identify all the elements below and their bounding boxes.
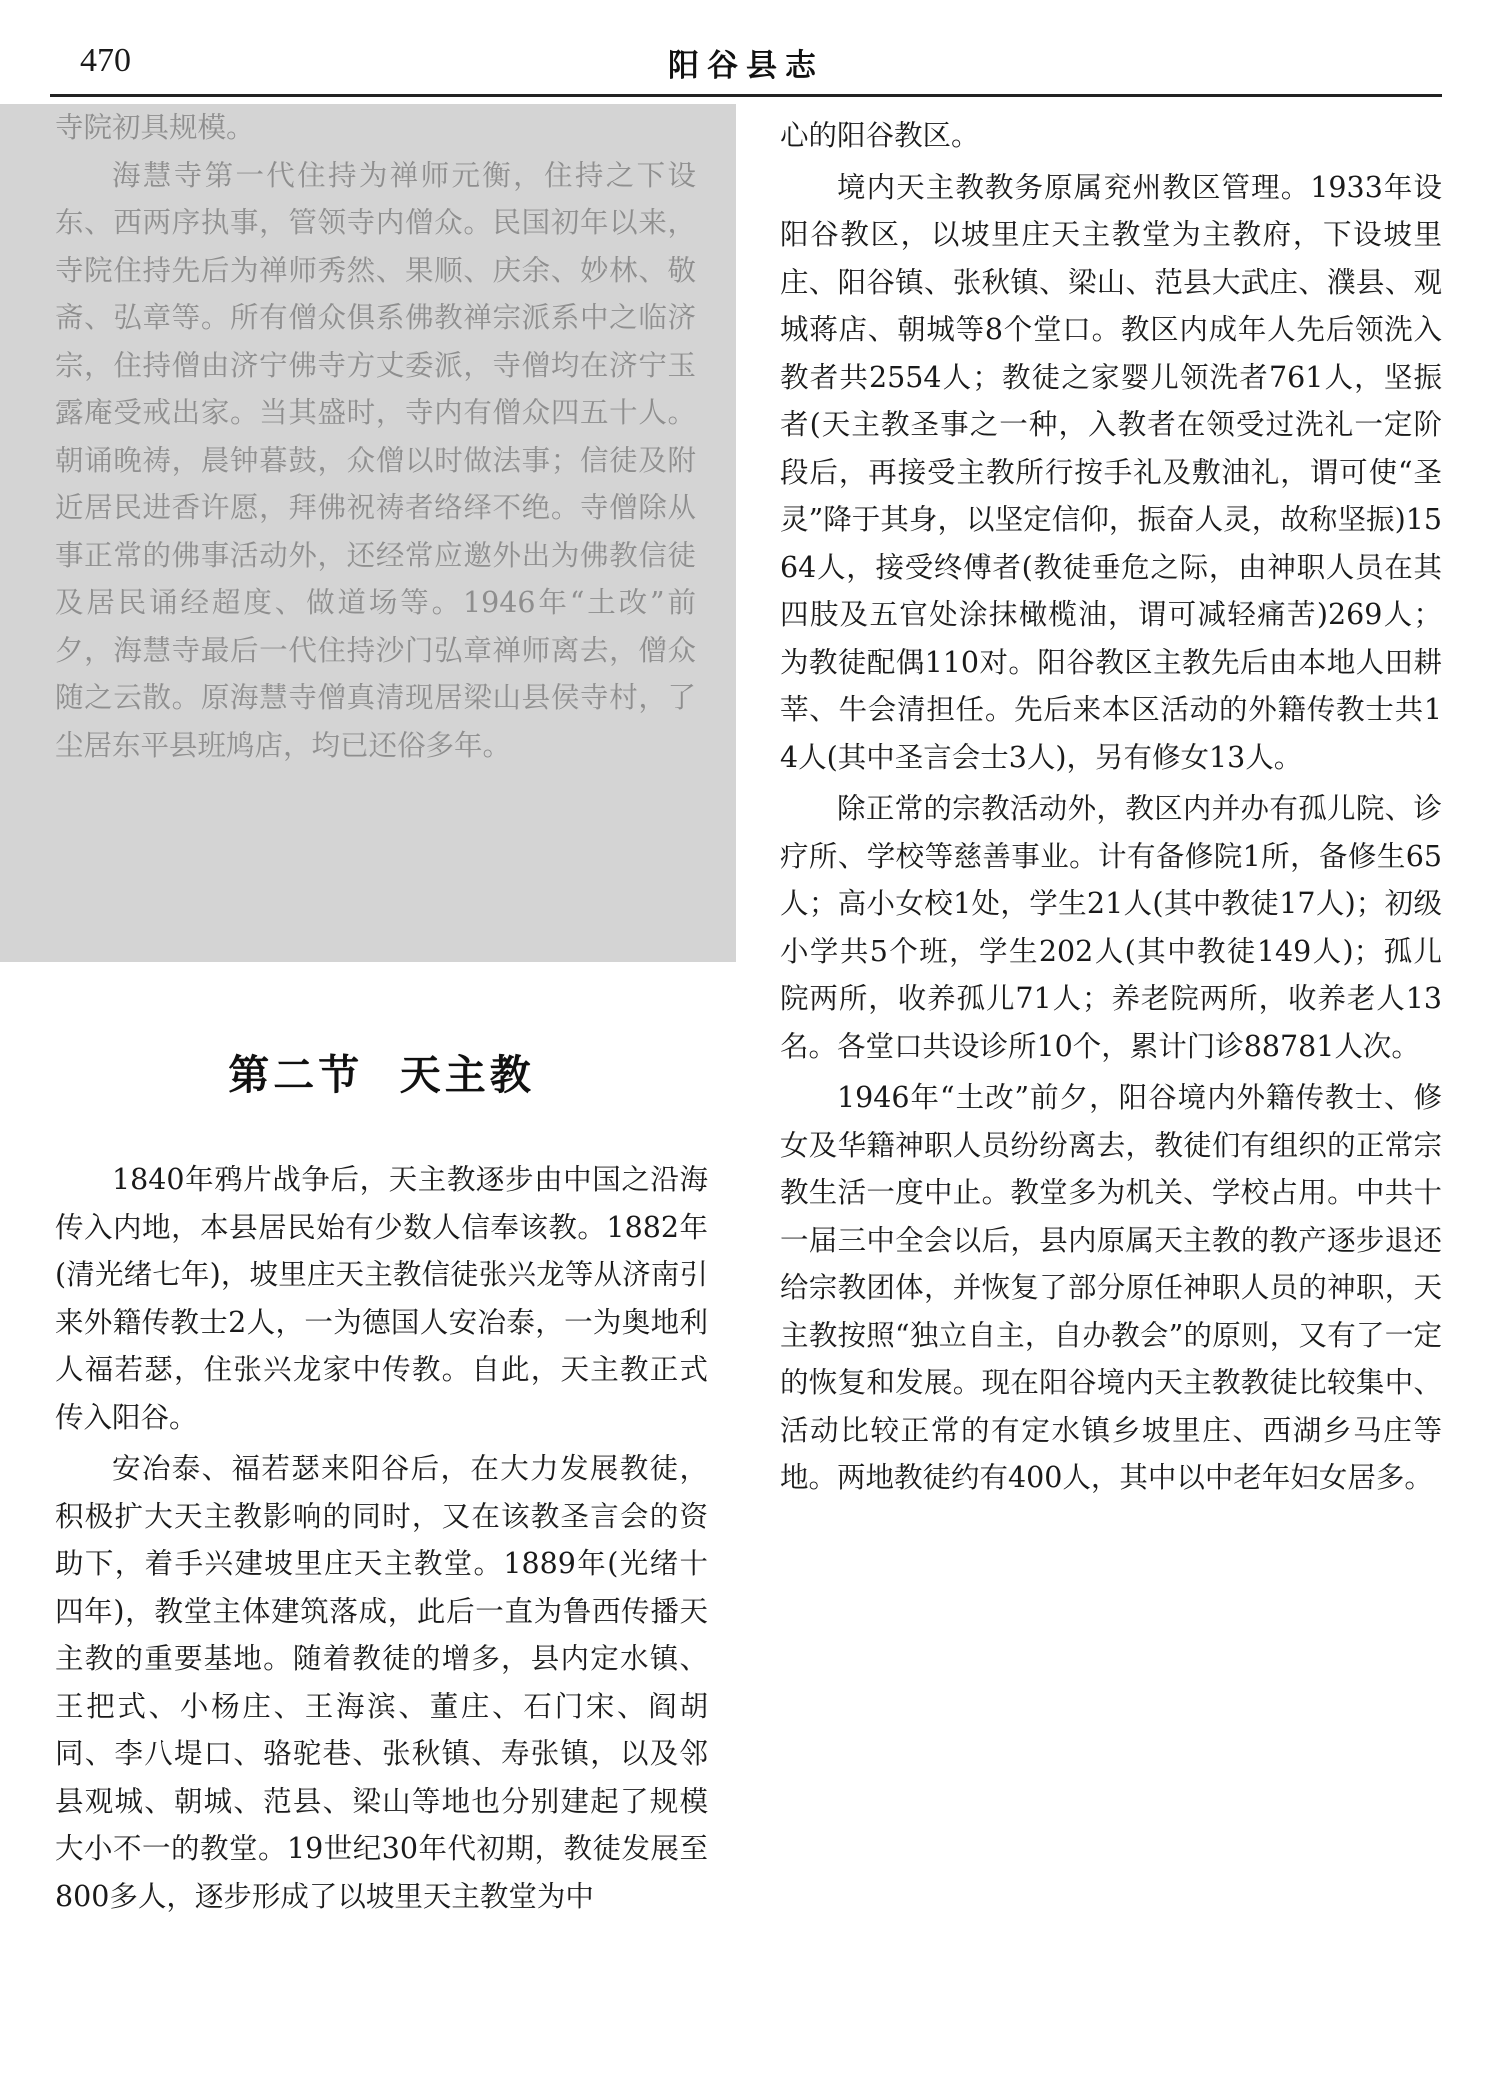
paragraph: 海慧寺第一代住持为禅师元衡，住持之下设东、西两序执事，管领寺内僧众。民国初年以来，寺院住持先后为禅师秀然、果顺、庆余、妙林、敬斋、弘章等。所有僧众俱系佛教禅宗派系中之临济宗，住持僧由济宁佛寺方丈委派，寺僧均在济宁玉露庵受戒出家。当其盛时，寺内有僧众四五十人。朝诵晚祷，晨钟暮鼓，众僧以时做法事；信徒及附近居民进香许愿，拜佛祝祷者络绎不绝。寺僧除从事正常的佛事活动外，还经常应邀外出为佛教信徒及居民诵经超度、做道场等。1946年“土改”前夕，海慧寺最后一代住持沙门弘章禅师离去，僧众随之云散。原海慧寺僧真清现居梁山县侯寺村，了尘居东平县班鸠店，均已还俗多年。	[55, 158, 696, 762]
paragraph: 安冶泰、福若瑟来阳谷后，在大力发展教徒，积极扩大天主教影响的同时，又在该教圣言会的资助下，着手兴建坡里庄天主教堂。1889年(光绪十四年)，教堂主体建筑落成，此后一直为鲁西传播天主教的重要基地。随着教徒的增多，县内定水镇、王把式、小杨庄、王海滨、董庄、石门宋、阎胡同、李八堤口、骆驼巷、张秋镇、寿张镇，以及邻县观城、朝城、范县、梁山等地也分别建起了规模大小不一的教堂。19世纪30年代初期，教徒发展至800多人，逐步形成了以坡里天主教堂为中	[55, 1452, 708, 1913]
shaded-continuation-block	[0, 104, 736, 962]
right-column	[780, 112, 1442, 2099]
paragraph: 境内天主教教务原属兖州教区管理。1933年设阳谷教区，以坡里庄天主教堂为主教府，下设坡里庄、阳谷镇、张秋镇、梁山、范县大武庄、濮县、观城蒋店、朝城等8个堂口。教区内成年人先后领洗入教者共2554人；教徒之家婴儿领洗者761人，坚振者(天主教圣事之一种，入教者在领受过洗礼一定阶段后，再接受主教所行按手礼及敷油礼，谓可使“圣灵”降于其身，以坚定信仰，振奋人灵，故称坚振)1564人，接受终傅者(教徒垂危之际，由神职人员在其四肢及五官处涂抹橄榄油，谓可减轻痛苦)269人；为教徒配偶110对。阳谷教区主教先后由本地人田耕莘、牛会清担任。先后来本区活动的外籍传教士共14人(其中圣言会士3人)，另有修女13人。	[780, 170, 1442, 774]
page-number: 470	[80, 42, 131, 79]
paragraph: 1946年“土改”前夕，阳谷境内外籍传教士、修女及华籍神职人员纷纷离去，教徒们有组织的正常宗教生活一度中止。教堂多为机关、学校占用。中共十一届三中全会以后，县内原属天主教的教产逐步退还给宗教团体，并恢复了部分原任神职人员的神职，天主教按照“独立自主，自办教会”的原则，又有了一定的恢复和发展。现在阳谷境内天主教教徒比较集中、活动比较正常的有定水镇乡坡里庄、西湖乡马庄等地。两地教徒约有400人，其中以中老年妇女居多。	[780, 1081, 1442, 1494]
left-column	[0, 104, 736, 2099]
section-heading: 第二节 天主教	[228, 1051, 535, 1099]
running-title: 阳谷县志	[668, 48, 824, 84]
paragraph: 心的阳谷教区。	[780, 119, 980, 152]
header-rule	[50, 94, 1442, 97]
left-column-body	[0, 1042, 736, 1920]
paragraph: 除正常的宗教活动外，教区内并办有孤儿院、诊疗所、学校等慈善事业。计有备修院1所，备修生65人；高小女校1处，学生21人(其中教徒17人)；初级小学共5个班，学生202人(其中教徒149人)；孤儿院两所，收养孤儿71人；养老院两所，收养老人13名。各堂口共设诊所10个，累计门诊88781人次。	[780, 792, 1442, 1063]
paragraph: 寺院初具规模。	[55, 111, 255, 144]
page-header	[50, 36, 1442, 100]
paragraph: 1840年鸦片战争后，天主教逐步由中国之沿海传入内地，本县居民始有少数人信奉该教。1882年(清光绪七年)，坡里庄天主教信徒张兴龙等从济南引来外籍传教士2人，一为德国人安冶泰，一为奥地利人福若瑟，住张兴龙家中传教。自此，天主教正式传入阳谷。	[55, 1163, 708, 1434]
